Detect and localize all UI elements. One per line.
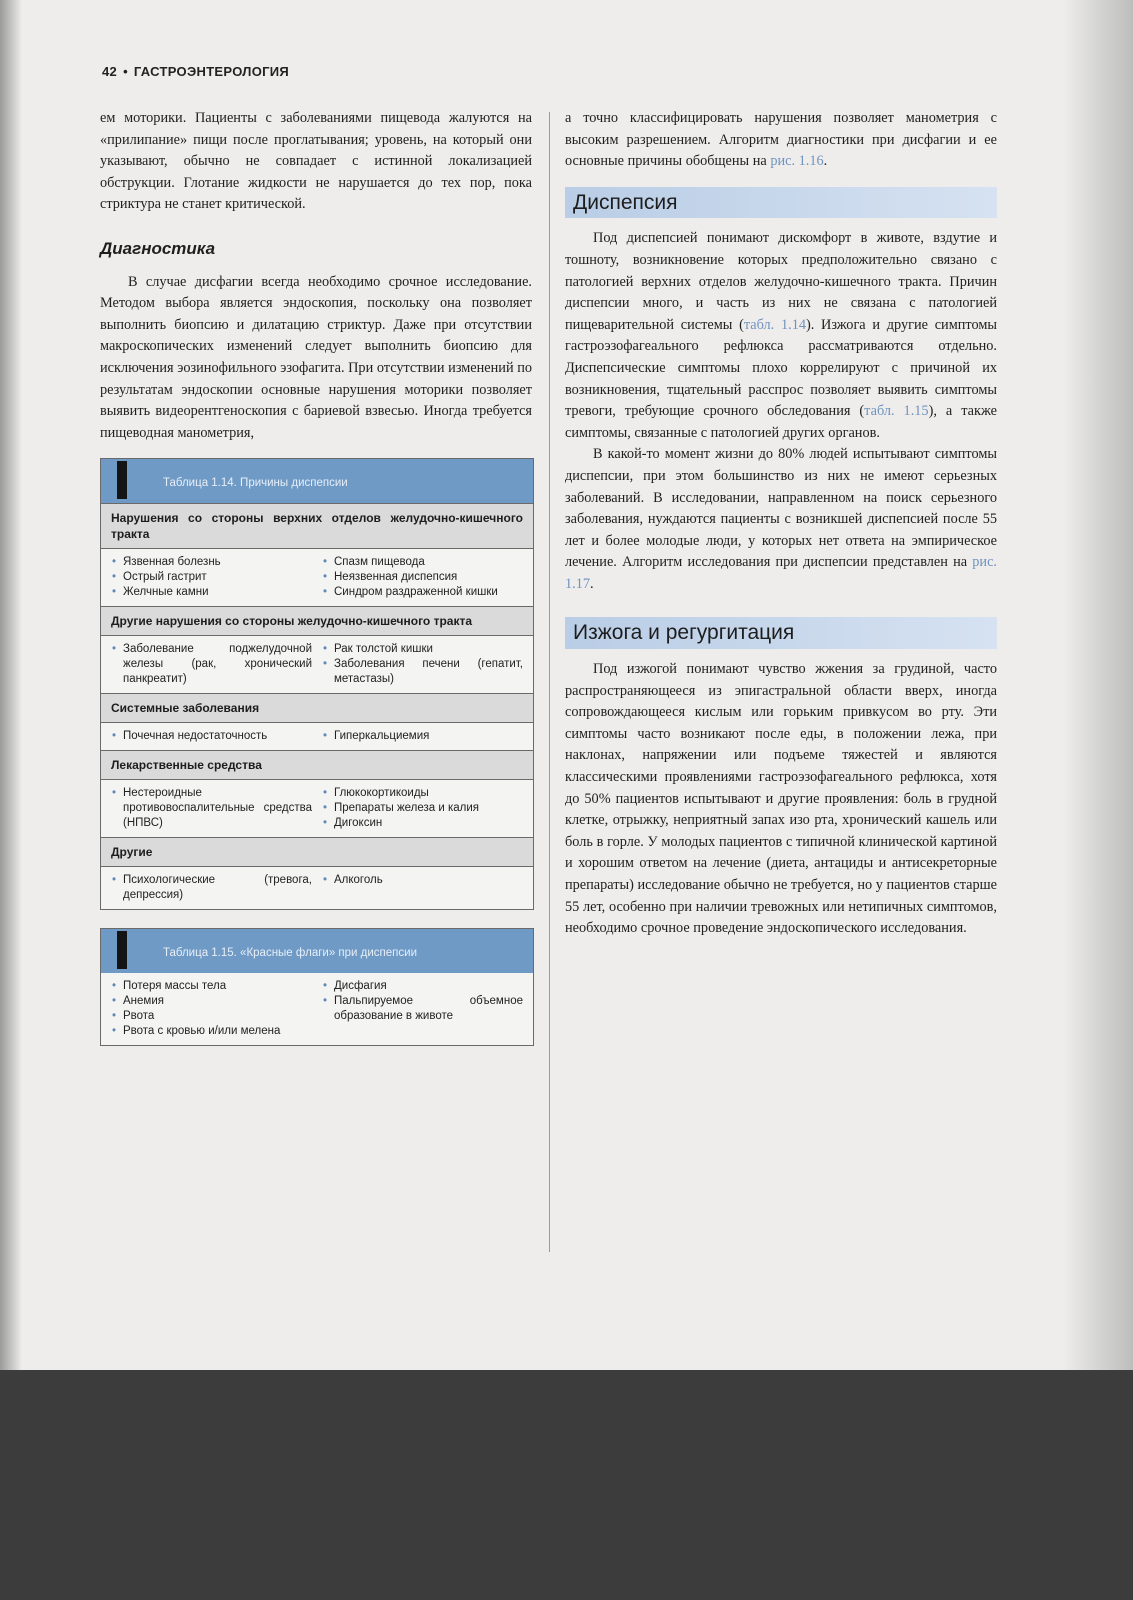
page-edge-shadow	[1063, 0, 1133, 1370]
table-row	[101, 722, 533, 750]
table-category: Другие нарушения со стороны желудочно-кишечного тракта	[101, 606, 533, 635]
text-run: а точно классифицировать нарушения позволяет манометрия с высоким разрешением. Алгоритм диагностики при дисфагии и ее основные причины обобщены на	[565, 110, 997, 170]
list-item: • Психологические (тревога, депрессия)	[111, 873, 312, 903]
table-category: Лекарственные средства	[101, 750, 533, 779]
table-col-1	[111, 979, 312, 1039]
list-item: • Пальпируемое объемное образование в животе	[322, 994, 523, 1024]
table-col-2	[312, 873, 523, 903]
table-col-2	[312, 642, 523, 687]
table-category: Системные заболевания	[101, 693, 533, 722]
section-heading-heartburn: Изжога и регургитация	[565, 617, 997, 649]
list-item: • Анемия	[111, 994, 312, 1009]
column-divider	[549, 112, 550, 1252]
info-i-icon	[117, 463, 127, 499]
table-1-15	[100, 928, 534, 1046]
section-heading-dyspepsia: Диспепсия	[565, 187, 997, 219]
text-run: Под диспепсией понимают дискомфорт в животе, вздутие и тошноту, возникновение которых предположительно связано с патологией верхних отделов желудочно-кишечного тракта. Причин диспепсии много, и часть из них не связана с патологией пищеварительной системы (	[565, 230, 997, 333]
left-column	[100, 108, 532, 1046]
list-item: • Спазм пищевода	[322, 555, 523, 570]
table-ref-1-14[interactable]: табл. 1.14	[743, 316, 806, 333]
text-run: .	[823, 153, 828, 170]
right-paragraph-4: Под изжогой понимают чувство жжения за грудиной, часто распространяющееся из эпигастральной области вверх, иногда сопровождающееся кислым или горьким привкусом во рту. Эти симптомы часто возникают после еды, в положении лежа, при наклонах, напряжении или подъеме тяжестей и являются классическими проявлениями гастроэзофагеального рефлюкса, хотя до 50% пациентов испытывают и другие проявления: боль в грудной клетке, отрыжку, неприятный запах изо рта, хронический кашель или боль в горле. У молодых пациентов с типичной клинической картиной и хорошим ответом на лечение (диета, антациды и антисекреторные препараты) исследование обычно не требуется, но у пациентов старше 55 лет, особенно при наличии тревожных или нетипичных симптомов, необходимо срочное проведение эндоскопического исследования.	[565, 661, 997, 937]
list-item: • Нестероидные противовоспалительные средства (НПВС)	[111, 786, 312, 831]
right-paragraph-1	[565, 108, 997, 173]
list-item: • Почечная недостаточность	[111, 729, 312, 744]
list-item: • Рвота с кровью и/или мелена	[111, 1024, 312, 1039]
list-item: • Желчные камни	[111, 585, 312, 600]
table-1-15-title-bar	[101, 929, 533, 973]
left-paragraph-2: В случае дисфагии всегда необходимо срочное исследование. Методом выбора является эндоскопия, поскольку она позволяет выполнить биопсию и дилатацию стриктур. Даже при отсутствии макроскопических изменений следует выполнить биопсию для исключения эозинофильного эзофагита. При отсутствии изменений по результатам эндоскопии основные нарушения моторики позволяет выявить видеорентгеноскопия с бариевой взвесью. Иногда требуется пищеводная манометрия,	[100, 273, 532, 441]
info-i-icon	[117, 933, 127, 969]
scan-background	[0, 1370, 1133, 1600]
table-col-2	[312, 555, 523, 600]
table-1-15-title: Таблица 1.15. «Красные флаги» при диспепсии	[163, 947, 417, 960]
section-name: ГАСТРОЭНТЕРОЛОГИЯ	[133, 64, 290, 79]
text-run: В какой-то момент жизни до 80% людей испытывают симптомы диспепсии, при этом большинство из них не имеют серьезных заболеваний. В исследовании, направленном на поиск серьезного заболевания, нуждаются пациенты с возникшей диспепсией после 55 лет и более молодые люди, у которых нет ответа на эмпирическое лечение. Алгоритм исследования при диспепсии представлен на	[565, 446, 997, 571]
right-paragraph-3	[565, 444, 997, 595]
table-row	[101, 779, 533, 837]
table-ref-1-15[interactable]: табл. 1.15	[864, 403, 929, 420]
list-item: • Глюкокортикоиды	[322, 786, 523, 801]
table-row	[101, 548, 533, 606]
table-col-1	[111, 873, 312, 903]
right-paragraph-2	[565, 228, 997, 444]
header-bullet: •	[123, 64, 128, 79]
table-col-1	[111, 555, 312, 600]
list-item: • Синдром раздраженной кишки	[322, 585, 523, 600]
list-item: • Рвота	[111, 1009, 312, 1024]
text-run: ). Изжога и другие симптомы гастроэзофагеального рефлюкса рассматриваются отдельно. Диспепсические симптомы плохо коррелируют с причиной их возникновения, тщательный расспрос позволяет выявить симптомы тревоги, требующие срочного обследования (	[565, 316, 997, 420]
list-item: • Препараты железа и калия	[322, 801, 523, 816]
list-item: • Дигоксин	[322, 816, 523, 831]
table-col-2	[312, 786, 523, 831]
table-col-2	[312, 979, 523, 1039]
table-col-1	[111, 729, 312, 744]
right-column	[565, 108, 997, 940]
list-item: • Гиперкальциемия	[322, 729, 523, 744]
table-row	[101, 635, 533, 693]
running-head	[102, 64, 289, 79]
table-category: Другие	[101, 837, 533, 866]
page-number: 42	[102, 64, 118, 79]
table-row	[101, 973, 533, 1045]
table-row	[101, 866, 533, 909]
list-item: • Заболевание поджелудочной железы (рак, хронический панкреатит)	[111, 642, 312, 687]
table-col-1	[111, 786, 312, 831]
table-col-1	[111, 642, 312, 687]
list-item: • Рак толстой кишки	[322, 642, 523, 657]
list-item: • Язвенная болезнь	[111, 555, 312, 570]
table-1-14-title: Таблица 1.14. Причины диспепсии	[163, 477, 348, 490]
gutter-shadow	[0, 0, 22, 1370]
list-item: • Острый гастрит	[111, 570, 312, 585]
table-1-14-title-bar	[101, 459, 533, 503]
list-item: • Потеря массы тела	[111, 979, 312, 994]
text-run: ), а также симптомы, связанные с патологией других органов.	[565, 403, 997, 441]
table-category: Нарушения со стороны верхних отделов желудочно-кишечного тракта	[101, 503, 533, 548]
list-item: • Неязвенная диспепсия	[322, 570, 523, 585]
left-paragraph-1: ем моторики. Пациенты с заболеваниями пищевода жалуются на «прилипание» пищи после проглатывания; уровень, на который они указывают, обычно не совпадает с истинной локализацией обструкции. Глотание жидкости не нарушается до тех пор, пока стриктура не станет критической.	[100, 110, 532, 213]
list-item: • Дисфагия	[322, 979, 523, 994]
figure-ref-1-16[interactable]: рис. 1.16	[770, 153, 824, 170]
table-col-2	[312, 729, 523, 744]
table-1-14	[100, 458, 534, 910]
list-item: • Алкоголь	[322, 873, 523, 888]
figure-ref-1-17[interactable]: рис. 1.17	[565, 554, 997, 592]
list-item: • Заболевания печени (гепатит, метастазы)	[322, 657, 523, 687]
text-run: .	[590, 575, 594, 592]
subheading-diagnostics: Диагностика	[100, 238, 216, 258]
